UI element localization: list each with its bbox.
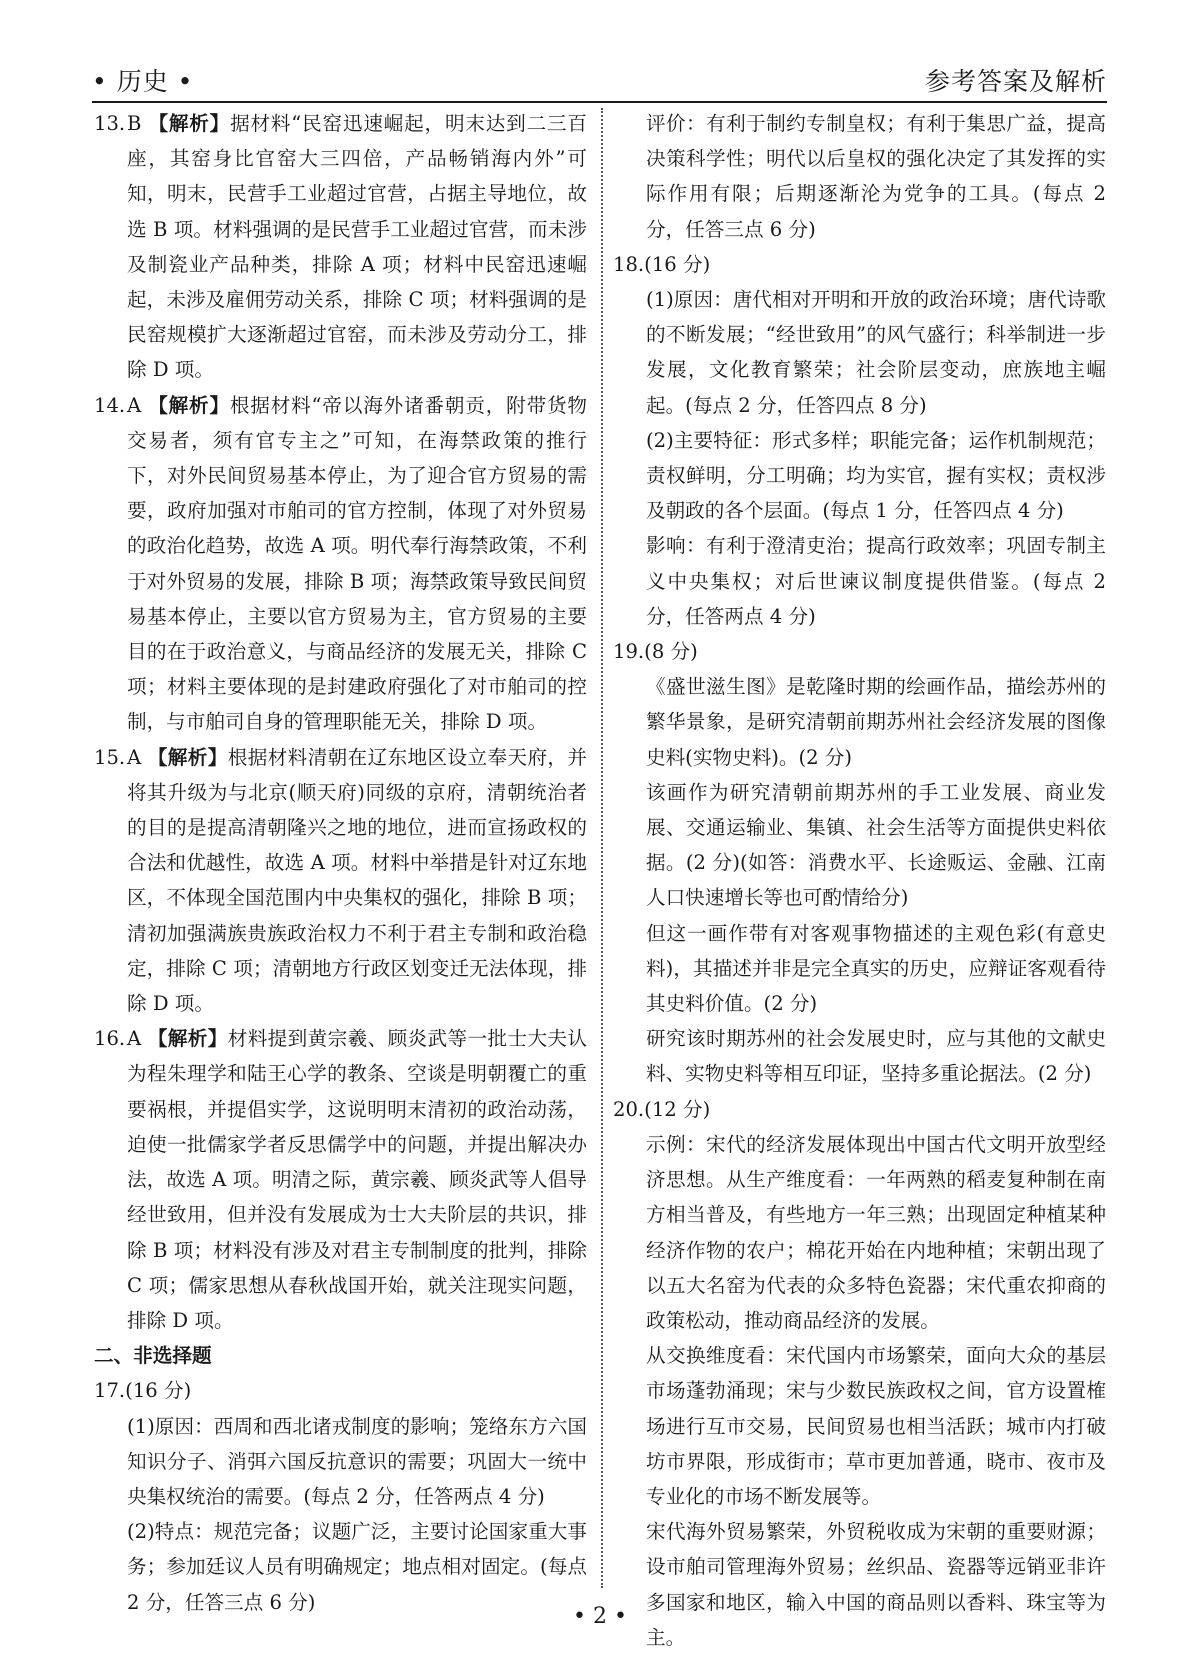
answer-choice: A bbox=[127, 1027, 142, 1051]
header-rule bbox=[92, 101, 1107, 103]
section-title: 二、非选择题 bbox=[94, 1344, 212, 1368]
answer-15 bbox=[94, 740, 587, 1022]
question-score: (16 分) bbox=[644, 252, 711, 276]
answer-18-heading bbox=[613, 247, 1106, 282]
answer-19-p1: 《盛世滋生图》是乾隆时期的绘画作品，描绘苏州的繁华景象，是研究清朝前期苏州社会经济发展的图像史料(实物史料)。(2 分) bbox=[646, 675, 1106, 769]
question-number: 18. bbox=[613, 252, 645, 276]
answer-20-heading bbox=[613, 1092, 1106, 1127]
answer-choice: A bbox=[127, 745, 142, 769]
answer-17-part2: (2)特点：规范完备；议题广泛，主要讨论国家重大事务；参加廷议人员有明确规定；地点相对固定。(每点 2 分，任答三点 6 分) bbox=[127, 1520, 587, 1614]
question-score: (8 分) bbox=[644, 640, 698, 664]
answer-choice: A bbox=[127, 393, 142, 417]
question-number: 17. bbox=[94, 1379, 126, 1403]
question-number: 19. bbox=[613, 640, 645, 664]
question-number: 14. bbox=[94, 393, 126, 417]
question-score: (16 分) bbox=[125, 1379, 192, 1403]
left-column bbox=[94, 106, 587, 1620]
question-number: 20. bbox=[613, 1097, 645, 1121]
answer-choice: B bbox=[127, 112, 142, 135]
page-title: 参考答案及解析 bbox=[924, 67, 1107, 96]
answer-19-p2: 该画作为研究清朝前期苏州的手工业发展、商业发展、交通运输业、集镇、社会生活等方面提供史料依据。(2 分)(如答：消费水平、长途贩运、金融、江南人口快速增长等也可酌情给分) bbox=[646, 780, 1106, 910]
analysis-text: 材料提到黄宗羲、顾炎武等一批士大夫认为程朱理学和陆王心学的教条、空谈是明朝覆亡的重要祸根，并提倡实学，这说明明末清初的政治动荡，迫使一批儒家学者反思儒学中的问题，并提出解决办法，故选 A 项。明清之际，黄宗羲、顾炎武等人倡导经世致用，但并没有发展成为士大夫阶层的共识，排除 B 项；材料没有涉及对君主专制制度的批判，排除 C 项；儒家思想从春秋战国开始，就关注现实问题，排除 D 项。 bbox=[127, 1027, 588, 1332]
analysis-tag: 【解析】 bbox=[148, 393, 230, 417]
answer-20-p3: 宋代海外贸易繁荣，外贸税收成为宋朝的重要财源；设市舶司管理海外贸易；丝织品、瓷器等远销亚非许多国家和地区，输入中国的商品则以香料、珠宝等为主。 bbox=[646, 1520, 1106, 1649]
analysis-text: 根据材料清朝在辽东地区设立奉天府，并将其升级为与北京(顺天府)同级的京府，清朝统治者的目的是提高清朝隆兴之地的地位，进而宣扬政权的合法和优越性，故选 A 项。材料中举措是针对辽东地区，不体现全国范围内中央集权的强化，排除 B 项；清初加强满族贵族政治权力不利于君主专制和政治稳定，排除 C 项；清朝地方行政区划变迁无法体现，排除 D 项。 bbox=[127, 745, 588, 1016]
right-column bbox=[613, 106, 1106, 1655]
analysis-tag: 【解析】 bbox=[147, 745, 228, 769]
analysis-tag: 【解析】 bbox=[147, 1027, 228, 1051]
answer-20-p1: 示例：宋代的经济发展体现出中国古代文明开放型经济思想。从生产维度看：一年两熟的稻麦复种制在南方相当普及，有些地方一年三熟；出现固定种植某种经济作物的农户；棉花开始在内地种植；宋朝出现了以五大名窑为代表的众多特色瓷器；宋代重农抑商的政策松动，推动商品经济的发展。 bbox=[646, 1132, 1106, 1332]
answer-18-part3: 影响：有利于澄清吏治；提高行政效率；巩固专制主义中央集权；对后世谏议制度提供借鉴。(每点 2 分，任答两点 4 分) bbox=[646, 534, 1106, 628]
answer-17-part1: (1)原因：西周和西北诸戎制度的影响；笼络东方六国知识分子、消弭六国反抗意识的需要；巩固大一统中央集权统治的需要。(每点 2 分，任答两点 4 分) bbox=[127, 1414, 587, 1508]
question-number: 15. bbox=[94, 745, 126, 769]
question-score: (12 分) bbox=[644, 1097, 711, 1121]
answer-13 bbox=[94, 106, 587, 388]
answer-18-part1: (1)原因：唐代相对开明和开放的政治环境；唐代诗歌的不断发展；“经世致用”的风气盛行；科举制进一步发展，文化教育繁荣；社会阶层变动，庶族地主崛起。(每点 2 分，任答四点 8 分) bbox=[646, 288, 1106, 417]
answer-19-p3: 但这一画作带有对客观事物描述的主观色彩(有意史料)，其描述并非是完全真实的历史，应辩证客观看待其史料价值。(2 分) bbox=[646, 921, 1106, 1016]
analysis-text: 据材料“民窑迅速崛起，明末达到二三百座，其窑身比官窑大三四倍，产品畅销海内外”可知，明末，民营手工业超过官营，占据主导地位，故选 B 项。材料强调的是民营手工业超过官营，而未涉及制瓷业产品种类，排除 A 项；材料中民窑迅速崛起，未涉及雇佣劳动关系，排除 C 项；材料强调的是民窑规模扩大逐渐超过官窑，而未涉及劳动分工，排除 D 项。 bbox=[127, 112, 587, 382]
question-number: 16. bbox=[94, 1027, 126, 1051]
answer-20-p2: 从交换维度看：宋代国内市场繁荣，面向大众的基层市场蓬勃涌现；宋与少数民族政权之间，官方设置榷场进行互市交易，民间贸易也相当活跃；城市内打破坊市界限，形成街市；草市更加普通，晓市、夜市及专业化的市场不断发展等。 bbox=[646, 1344, 1106, 1508]
answer-16 bbox=[94, 1021, 587, 1338]
answer-17-evaluation: 评价：有利于制约专制皇权；有利于集思广益，提高决策科学性；明代以后皇权的强化决定了其发挥的实际作用有限；后期逐渐沦为党争的工具。(每点 2 分，任答三点 6 分) bbox=[646, 112, 1106, 241]
analysis-tag: 【解析】 bbox=[148, 112, 231, 135]
answer-19-heading bbox=[613, 634, 1106, 669]
analysis-text: 根据材料“帝以海外诸番朝贡，附带货物交易者，须有官专主之”可知，在海禁政策的推行下，对外民间贸易基本停止，为了迎合官方贸易的需要，政府加强对市舶司的官方控制，体现了对外贸易的政治化趋势，故选 A 项。明代奉行海禁政策，不利于对外贸易的发展，排除 B 项；海禁政策导致民间贸易基本停止，主要以官方贸易为主，官方贸易的主要目的在于政治意义，与商品经济的发展无关，排除 C 项；材料主要体现的是封建政府强化了对市舶司的控制，与市舶司自身的管理职能无关，排除 D 项。 bbox=[127, 393, 587, 734]
subject-header: • 历史 • bbox=[92, 67, 194, 96]
question-number: 13. bbox=[94, 112, 126, 135]
answer-14 bbox=[94, 388, 587, 740]
answer-18-part2: (2)主要特征：形式多样；职能完备；运作机制规范；责权鲜明，分工明确；均为实官，握有实权；责权涉及朝政的各个层面。(每点 1 分，任答四点 4 分) bbox=[646, 428, 1106, 523]
answer-19-p4: 研究该时期苏州的社会发展史时，应与其他的文献史料、实物史料等相互印证，坚持多重论据法。(2 分) bbox=[646, 1027, 1106, 1086]
page-number: • 2 • bbox=[573, 1604, 627, 1629]
column-divider bbox=[601, 108, 603, 1588]
answer-17-heading bbox=[94, 1373, 587, 1408]
